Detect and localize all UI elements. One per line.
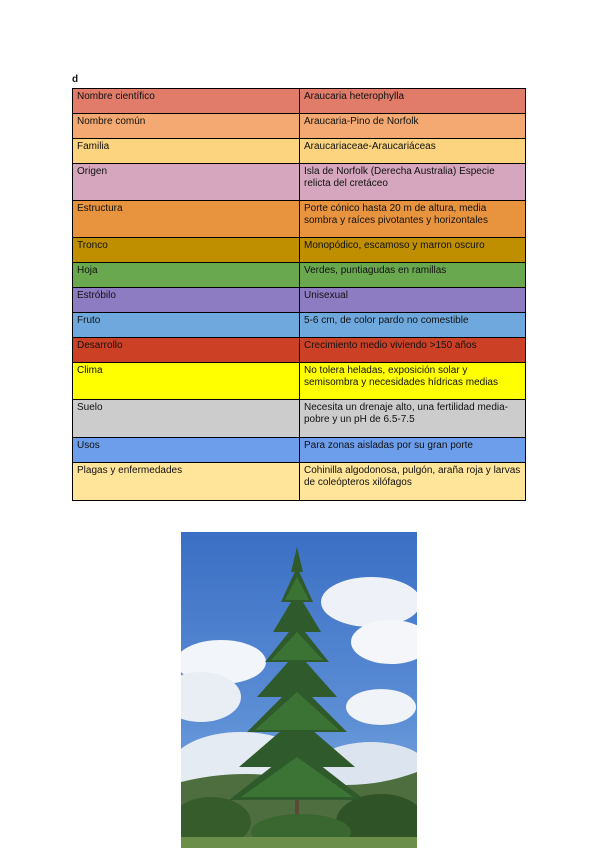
row-label: Estróbilo bbox=[73, 288, 300, 313]
header-mark: d bbox=[72, 74, 79, 85]
row-value: Necesita un drenaje alto, una fertilidad media-pobre y un pH de 6.5-7.5 bbox=[300, 400, 526, 438]
table-row bbox=[73, 89, 526, 114]
row-label: Estructura bbox=[73, 201, 300, 238]
table-row bbox=[73, 463, 526, 501]
table-row bbox=[73, 288, 526, 313]
table-row bbox=[73, 263, 526, 288]
norfolk-pine-image bbox=[181, 532, 417, 848]
table-row bbox=[73, 363, 526, 400]
row-value: Monopódico, escamoso y marron oscuro bbox=[300, 238, 526, 263]
species-info-table bbox=[72, 88, 526, 501]
table-row bbox=[73, 338, 526, 363]
row-label: Desarrollo bbox=[73, 338, 300, 363]
row-value: Crecimiento medio viviendo >150 años bbox=[300, 338, 526, 363]
row-value: Araucaria-Pino de Norfolk bbox=[300, 114, 526, 139]
row-label: Nombre común bbox=[73, 114, 300, 139]
table-row bbox=[73, 238, 526, 263]
table-row bbox=[73, 139, 526, 164]
row-value: Para zonas aisladas por su gran porte bbox=[300, 438, 526, 463]
table-row bbox=[73, 114, 526, 139]
table-row bbox=[73, 201, 526, 238]
row-value: No tolera heladas, exposición solar y semisombra y necesidades hídricas medias bbox=[300, 363, 526, 400]
row-label: Hoja bbox=[73, 263, 300, 288]
row-value: Isla de Norfolk (Derecha Australia) Especie relicta del cretáceo bbox=[300, 164, 526, 201]
row-value: 5-6 cm, de color pardo no comestible bbox=[300, 313, 526, 338]
row-label: Origen bbox=[73, 164, 300, 201]
row-value: Araucariaceae-Araucariáceas bbox=[300, 139, 526, 164]
row-label: Usos bbox=[73, 438, 300, 463]
row-value: Unisexual bbox=[300, 288, 526, 313]
tree-photo bbox=[181, 532, 417, 848]
table-row bbox=[73, 313, 526, 338]
table-row bbox=[73, 400, 526, 438]
row-value: Araucaria heterophylla bbox=[300, 89, 526, 114]
table-row bbox=[73, 438, 526, 463]
row-label: Tronco bbox=[73, 238, 300, 263]
row-value: Verdes, puntiagudas en ramillas bbox=[300, 263, 526, 288]
row-label: Plagas y enfermedades bbox=[73, 463, 300, 501]
row-label: Suelo bbox=[73, 400, 300, 438]
table-row bbox=[73, 164, 526, 201]
row-label: Fruto bbox=[73, 313, 300, 338]
row-label: Familia bbox=[73, 139, 300, 164]
row-value: Porte cónico hasta 20 m de altura, media sombra y raíces pivotantes y horizontales bbox=[300, 201, 526, 238]
row-label: Clima bbox=[73, 363, 300, 400]
row-label: Nombre científico bbox=[73, 89, 300, 114]
row-value: Cohinilla algodonosa, pulgón, araña roja y larvas de coleópteros xilófagos bbox=[300, 463, 526, 501]
